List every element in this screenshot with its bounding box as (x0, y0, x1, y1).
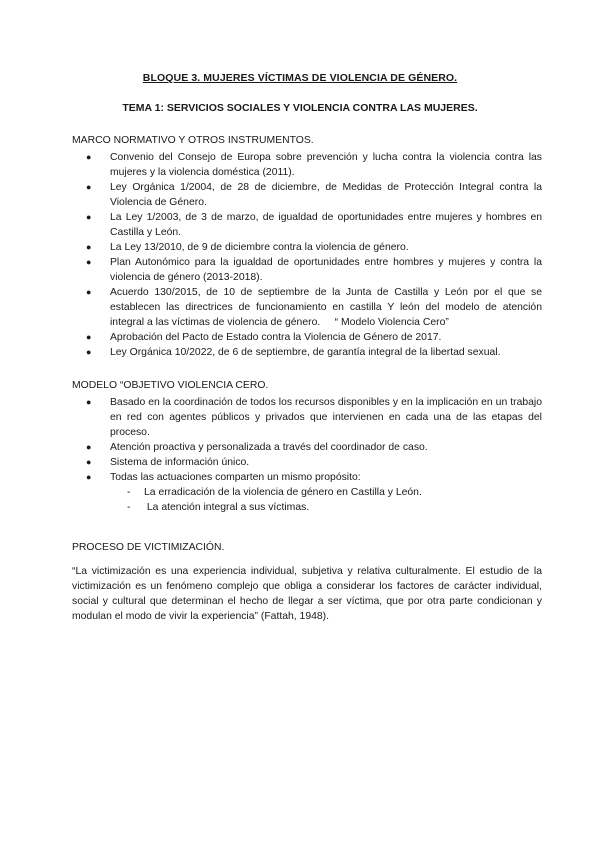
document-title: BLOQUE 3. MUJERES VÍCTIMAS DE VIOLENCIA DE GÉNERO. (142, 72, 458, 84)
list-item: ● Todas las actuaciones comparten un mismo propósito: (86, 472, 361, 483)
bullet-icon: ● (86, 152, 92, 162)
sub-list-item: - La erradicación de la violencia de género en Castilla y León. (127, 487, 422, 498)
list-item: ● Sistema de información único. (86, 457, 250, 468)
bullet-list (72, 150, 545, 360)
section-modelo-violencia-cero (72, 378, 542, 515)
bullet-icon: ● (86, 347, 92, 357)
sub-list-item: - La atención integral a sus víctimas. (127, 502, 310, 513)
bullet-icon: ● (86, 332, 92, 342)
bullet-icon: ● (86, 472, 92, 482)
bullet-icon: ● (86, 212, 92, 222)
list-item: ● Atención proactiva y personalizada a través del coordinador de caso. (86, 442, 428, 453)
list-item: ● La Ley 1/2003, de 3 de marzo, de igualdad de oportunidades entre mujeres y hombres en Castilla y León. (86, 212, 542, 238)
list-item: ● La Ley 13/2010, de 9 de diciembre contra la violencia de género. (86, 242, 409, 253)
bullet-icon: ● (86, 442, 92, 452)
bullet-icon: ● (86, 397, 92, 407)
bullet-icon: ● (86, 182, 92, 192)
bullet-list (72, 395, 542, 485)
dash-icon: - (127, 487, 131, 498)
dash-icon: - (127, 502, 131, 513)
bullet-icon: ● (86, 287, 92, 297)
list-item: ● Plan Autonómico para la igualdad de oportunidades entre hombres y mujeres y contra la violencia de género (2013-2018). (86, 257, 542, 283)
section-proceso-victimizacion (72, 540, 542, 624)
section-heading: PROCESO DE VICTIMIZACIÓN. (72, 542, 225, 553)
list-item: ● Ley Orgánica 10/2022, de 6 de septiembre, de garantía integral de la libertad sexual. (86, 347, 501, 358)
sub-list (72, 485, 542, 515)
bullet-icon: ● (86, 242, 92, 252)
quote-paragraph: “La victimización es una experiencia individual, subjetiva y relativa culturalmente. El estudio de la victimización es un fenómeno complejo que obliga a considerar los factores de carácter individual, social y cultural que determinan el hecho de llegar a ser víctima, que por otra parte condicionan y modulan el modo de vivir la experiencia” (Fattah, 1948). (72, 566, 542, 622)
bullet-icon: ● (86, 257, 92, 267)
section-marco-normativo (72, 133, 545, 360)
section-heading: MODELO “OBJETIVO VIOLENCIA CERO. (72, 380, 269, 391)
list-item: ● Acuerdo 130/2015, de 10 de septiembre de la Junta de Castilla y León por el que se establecen las directrices de funcionamiento en castilla Y león del modelo de atención integral a las víctimas de violencia de género. “ Modelo Violencia Cero” (86, 287, 545, 328)
list-item: ● Aprobación del Pacto de Estado contra la Violencia de Género de 2017. (86, 332, 442, 343)
bullet-icon: ● (86, 457, 92, 467)
topic-title: TEMA 1: SERVICIOS SOCIALES Y VIOLENCIA CONTRA LAS MUJERES. (122, 102, 478, 114)
section-heading: MARCO NORMATIVO Y OTROS INSTRUMENTOS. (72, 135, 314, 146)
list-item: ● Basado en la coordinación de todos los recursos disponibles y en la implicación en un trabajo en red con agentes públicos y privados que intervienen en cada una de las etapas del proceso. (86, 397, 542, 438)
list-item: ● Convenio del Consejo de Europa sobre prevención y lucha contra la violencia contra las mujeres y la violencia doméstica (2011). (86, 152, 542, 178)
list-item: ● Ley Orgánica 1/2004, de 28 de diciembre, de Medidas de Protección Integral contra la Violencia de Género. (86, 182, 542, 208)
